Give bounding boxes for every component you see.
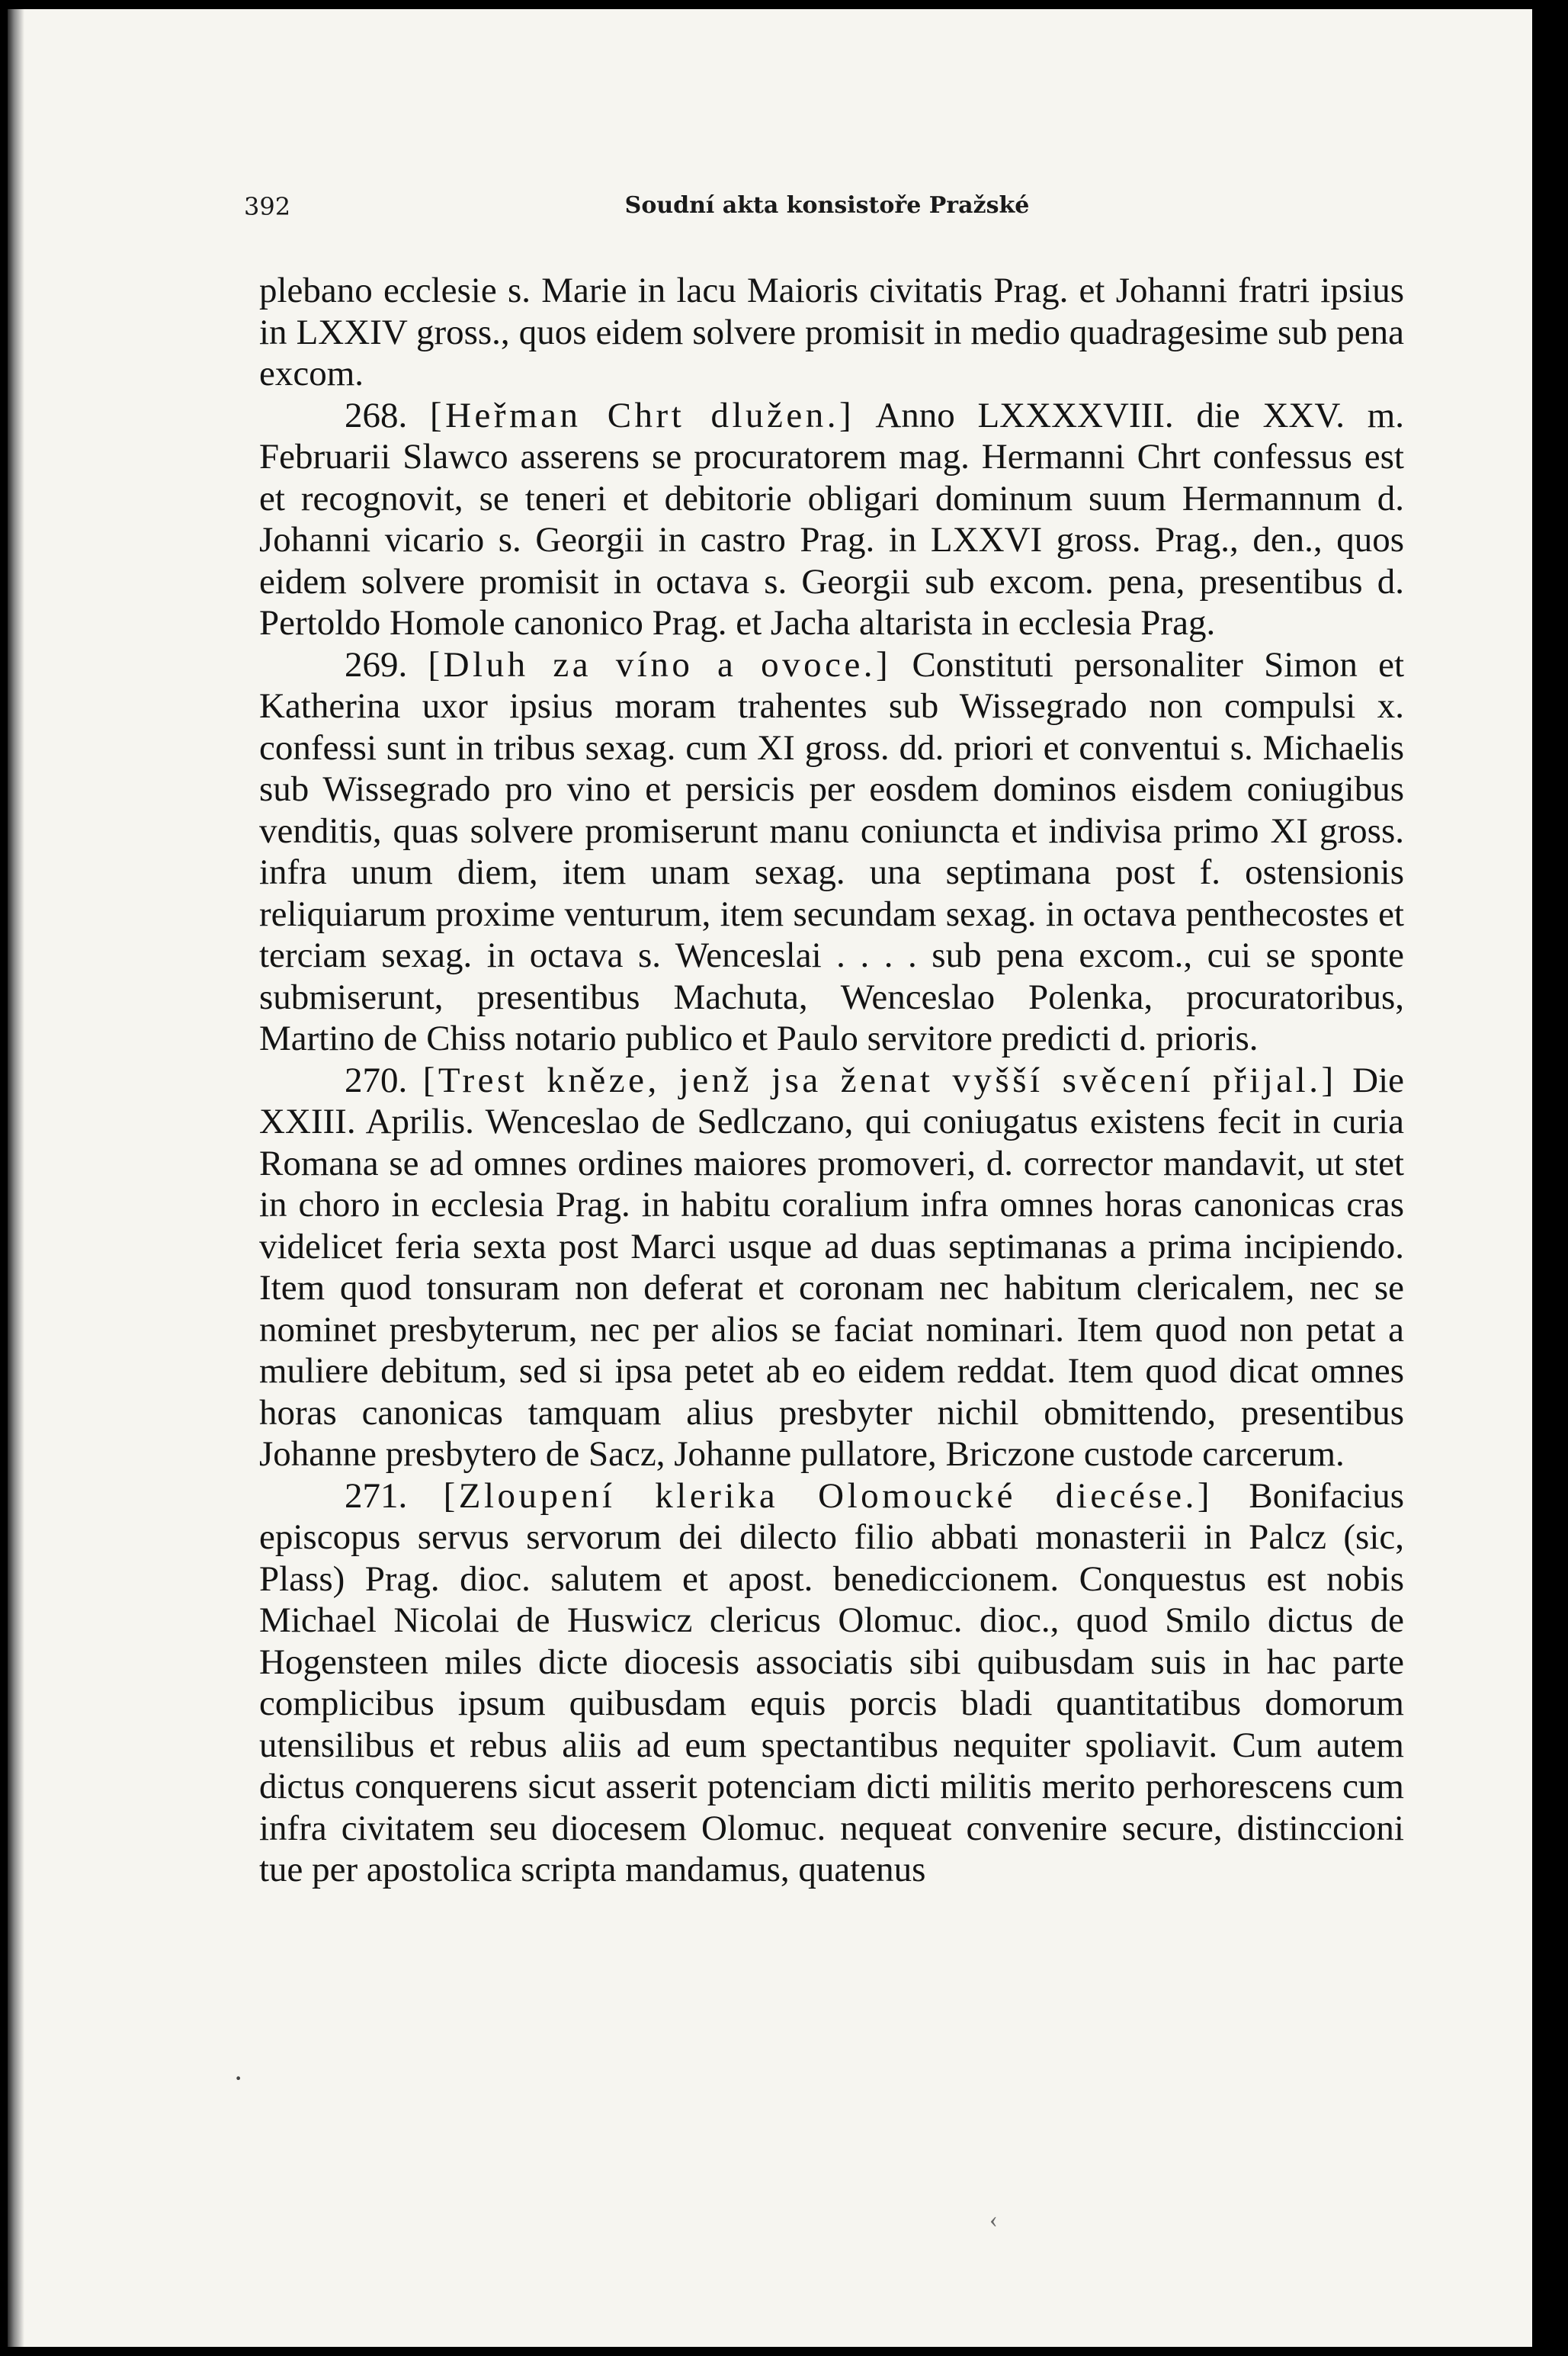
entry-heading: [Trest kněze, jenž jsa ženat vyšší svěcení přijal.] xyxy=(422,1060,1337,1100)
page-number: 392 xyxy=(244,192,291,221)
paragraph-continuation xyxy=(259,270,1404,395)
entry-heading: [Dluh za víno a ovoce.] xyxy=(428,644,892,685)
margin-mark: ‹ xyxy=(989,2205,998,2232)
page-body xyxy=(259,270,1404,1891)
running-title: Soudní akta konsistoře Pražské xyxy=(624,192,1030,219)
entry-271 xyxy=(259,1475,1404,1891)
entry-number: 268. xyxy=(345,395,408,435)
entry-heading: [Heřman Chrt dlužen.] xyxy=(429,395,855,435)
entry-269 xyxy=(259,644,1404,1060)
entry-text: Die XXIII. Aprilis. Wenceslao de Sedlczano, qui coniugatus existens fecit in curia Romana se ad omnes ordines maiores promoveri, d. corrector mandavit, ut stet in choro in ecclesia Prag. in habitu coralium infra omnes horas canonicas cras videlicet feria sexta post Marci usque ad duas septimanas a prima incipiendo. Item quod tonsuram non deferat et coronam nec habitum clericalem, nec se nominet presbyterum, nec per alios se faciat nominari. Item quod non petat a muliere debitum, sed si ipsa petet ab eo eidem reddat. Item quod dicat omnes horas canonicas tamquam alius presbyter nichil obmittendo, presentibus Johanne presbytero de Sacz, Johanne pullatore, Briczone custode carcerum. xyxy=(259,1060,1405,1474)
entry-number: 269. xyxy=(345,644,408,685)
entry-heading: [Zloupení klerika Olomoucké diecése.] xyxy=(443,1475,1213,1516)
entry-number: 271. xyxy=(345,1475,408,1516)
running-header xyxy=(244,192,1410,235)
margin-speck: · xyxy=(233,2061,244,2095)
entry-text: Constituti personaliter Simon et Katherina uxor ipsius moram trahentes sub Wissegrado non compulsi x. confessi sunt in tribus sexag. cum XI gross. dd. priori et conventui s. Michaelis sub Wissegrado pro vino et persicis per eosdem dominos eisdem coniugibus venditis, quas solvere promiserunt manu coniuncta et indivisa primo XI gross. infra unum diem, item unam sexag. una septimana post f. ostensionis reliquiarum proxime venturum, item secundam sexag. in octava penthecostes et terciam sexag. in octava s. Wenceslai . . . . sub pena excom., cui se sponte submiserunt, presentibus Machuta, Wenceslao Polenka, procuratoribus, Martino de Chiss notario publico et Paulo servitore predicti d. prioris. xyxy=(259,644,1405,1058)
entry-text: Bonifacius episcopus servus servorum dei dilecto filio abbati monasterii in Palcz (sic, Plass) Prag. dioc. salutem et apost. benediccionem. Conquestus est nobis Michael Nicolai de Huswicz clericus Olomuc. dioc., quod Smilo dictus de Hogensteen miles dicte diocesis associatis sibi quibusdam suis in hac parte complicibus ipsum quibusdam equis porcis bladi quantitatibus domorum utensilibus et rebus aliis ad eum spectantibus nequiter spoliavit. Cum autem dictus conquerens sicut asserit potenciam dicti militis merito perhorescens cum infra civitatem seu diocesem Olomuc. nequeat convenire secure, distinccioni tue per apostolica scripta mandamus, quatenus xyxy=(259,1475,1404,1889)
scan-shadow-edge xyxy=(8,9,24,2347)
paragraph-text: plebano ecclesie s. Marie in lacu Maioris civitatis Prag. et Johanni fratri ipsius in LXXIV gross., quos eidem solvere promisit in medio quadragesime sub pena excom. xyxy=(259,271,1404,393)
entry-number: 270. xyxy=(345,1060,408,1100)
entry-270 xyxy=(259,1060,1404,1475)
entry-text: Anno LXXXXVIII. die XXV. m. Februarii Slawco asserens se procuratorem mag. Hermanni Chrt confessus est et recognovit, se teneri et debitorie obligari dominum suum Hermannum d. Johanni vicario s. Georgii in castro Prag. in LXXVI gross. Prag., den., quos eidem solvere promisit in octava s. Georgii sub excom. pena, presentibus d. Pertoldo Homole canonico Prag. et Jacha altarista in ecclesia Prag. xyxy=(259,395,1404,643)
entry-268 xyxy=(259,395,1404,644)
